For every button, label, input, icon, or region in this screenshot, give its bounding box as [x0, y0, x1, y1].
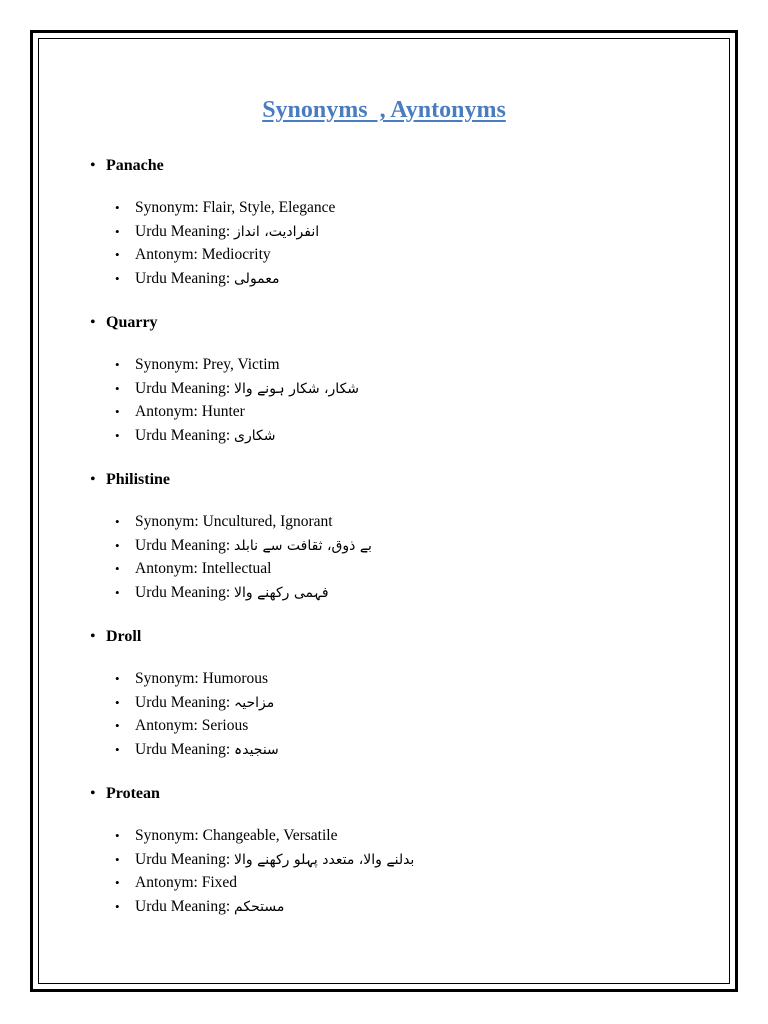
- detail-text: [135, 196, 335, 220]
- term-entry: [38, 154, 730, 311]
- detail-bullet: •: [115, 247, 120, 263]
- detail-bullet: •: [115, 718, 120, 734]
- detail-text: [135, 400, 245, 424]
- detail-bullet: •: [115, 270, 120, 286]
- detail-text: [135, 848, 414, 873]
- detail-text: [135, 534, 372, 559]
- detail-text: [135, 714, 248, 738]
- detail-label: Urdu Meaning:: [135, 426, 235, 444]
- term-bullet: •: [90, 628, 96, 645]
- urdu-meaning: انفرادیت، انداز: [234, 223, 320, 240]
- detail-text: [135, 267, 280, 292]
- detail-value: Humorous: [202, 670, 269, 687]
- detail-bullet: •: [115, 561, 120, 577]
- detail-text: [135, 424, 275, 449]
- detail-bullet: •: [115, 404, 120, 420]
- detail-value: Intellectual: [201, 560, 272, 578]
- detail-text: [135, 510, 333, 534]
- detail-label: Synonym:: [135, 513, 203, 530]
- detail-text: [135, 824, 337, 848]
- detail-bullet: •: [115, 898, 120, 914]
- term-bullet: •: [90, 471, 96, 488]
- term-heading: Philistine: [106, 471, 171, 488]
- urdu-meaning: شکار، شکار ہونے والا: [234, 380, 360, 397]
- detail-bullet: •: [115, 851, 120, 867]
- detail-label: Synonym:: [135, 199, 203, 216]
- urdu-meaning: بدلنے والا، متعدد پہلو رکھنے والا: [234, 851, 415, 868]
- detail-label: Antonym:: [135, 560, 202, 578]
- detail-label: Urdu Meaning:: [135, 583, 235, 601]
- detail-text: [135, 557, 271, 581]
- detail-value: Mediocrity: [201, 246, 271, 264]
- detail-text: [135, 738, 279, 763]
- detail-label: Urdu Meaning:: [135, 740, 235, 758]
- detail-label: Urdu Meaning:: [135, 693, 235, 711]
- urdu-meaning: مزاحیہ: [234, 694, 275, 711]
- detail-text: [135, 581, 329, 606]
- detail-text: [135, 895, 284, 920]
- detail-text: [135, 243, 271, 267]
- detail-label: Antonym:: [135, 403, 202, 421]
- term-entry: [38, 311, 730, 468]
- detail-value: Changeable, Versatile: [202, 827, 338, 844]
- detail-bullet: •: [115, 584, 120, 600]
- term-list: [38, 154, 730, 939]
- detail-value: Hunter: [201, 403, 245, 421]
- detail-text: [135, 871, 237, 895]
- detail-text: [135, 377, 359, 402]
- detail-value: Fixed: [201, 874, 238, 892]
- detail-label: Antonym:: [135, 717, 202, 735]
- detail-value: Flair, Style, Elegance: [202, 199, 336, 216]
- detail-label: Urdu Meaning:: [135, 379, 235, 397]
- term-heading: Panache: [106, 157, 164, 174]
- detail-label: Urdu Meaning:: [135, 897, 235, 915]
- term-heading: Quarry: [106, 314, 158, 331]
- detail-bullet: •: [115, 427, 120, 443]
- term-entry: [38, 625, 730, 782]
- detail-bullet: •: [115, 200, 120, 215]
- detail-bullet: •: [115, 223, 120, 239]
- detail-label: Antonym:: [135, 246, 202, 264]
- detail-bullet: •: [115, 671, 120, 686]
- detail-label: Synonym:: [135, 670, 203, 687]
- detail-bullet: •: [115, 828, 120, 843]
- urdu-meaning: بے ذوق، ثقافت سے نابلد: [234, 537, 372, 554]
- term-entry: [38, 468, 730, 625]
- urdu-meaning: معمولی: [234, 270, 280, 287]
- term-bullet: •: [90, 157, 96, 174]
- urdu-meaning: مستحکم: [234, 898, 285, 915]
- urdu-meaning: شکاری: [234, 427, 276, 444]
- detail-label: Synonym:: [135, 356, 203, 373]
- detail-label: Urdu Meaning:: [135, 269, 235, 287]
- detail-value: Prey, Victim: [202, 356, 280, 373]
- detail-value: Serious: [201, 717, 249, 735]
- detail-bullet: •: [115, 741, 120, 757]
- term-heading: Droll: [106, 628, 142, 645]
- detail-text: [135, 691, 274, 716]
- detail-value: Uncultured, Ignorant: [202, 513, 333, 530]
- detail-text: [135, 220, 319, 245]
- detail-label: Urdu Meaning:: [135, 536, 235, 554]
- detail-bullet: •: [115, 514, 120, 529]
- urdu-meaning: سنجیدہ: [234, 741, 279, 758]
- term-bullet: •: [90, 314, 96, 331]
- detail-bullet: •: [115, 357, 120, 372]
- detail-bullet: •: [115, 694, 120, 710]
- page-title: Synonyms , Ayntonyms: [262, 97, 506, 123]
- detail-label: Synonym:: [135, 827, 203, 844]
- detail-text: [135, 667, 268, 691]
- term-entry: [38, 782, 730, 939]
- detail-label: Urdu Meaning:: [135, 222, 235, 240]
- detail-bullet: •: [115, 875, 120, 891]
- detail-bullet: •: [115, 537, 120, 553]
- detail-label: Antonym:: [135, 874, 202, 892]
- urdu-meaning: فہمی رکھنے والا: [234, 584, 329, 601]
- term-heading: Protean: [106, 785, 160, 802]
- detail-bullet: •: [115, 380, 120, 396]
- detail-text: [135, 353, 280, 377]
- detail-label: Urdu Meaning:: [135, 850, 235, 868]
- term-bullet: •: [90, 785, 96, 802]
